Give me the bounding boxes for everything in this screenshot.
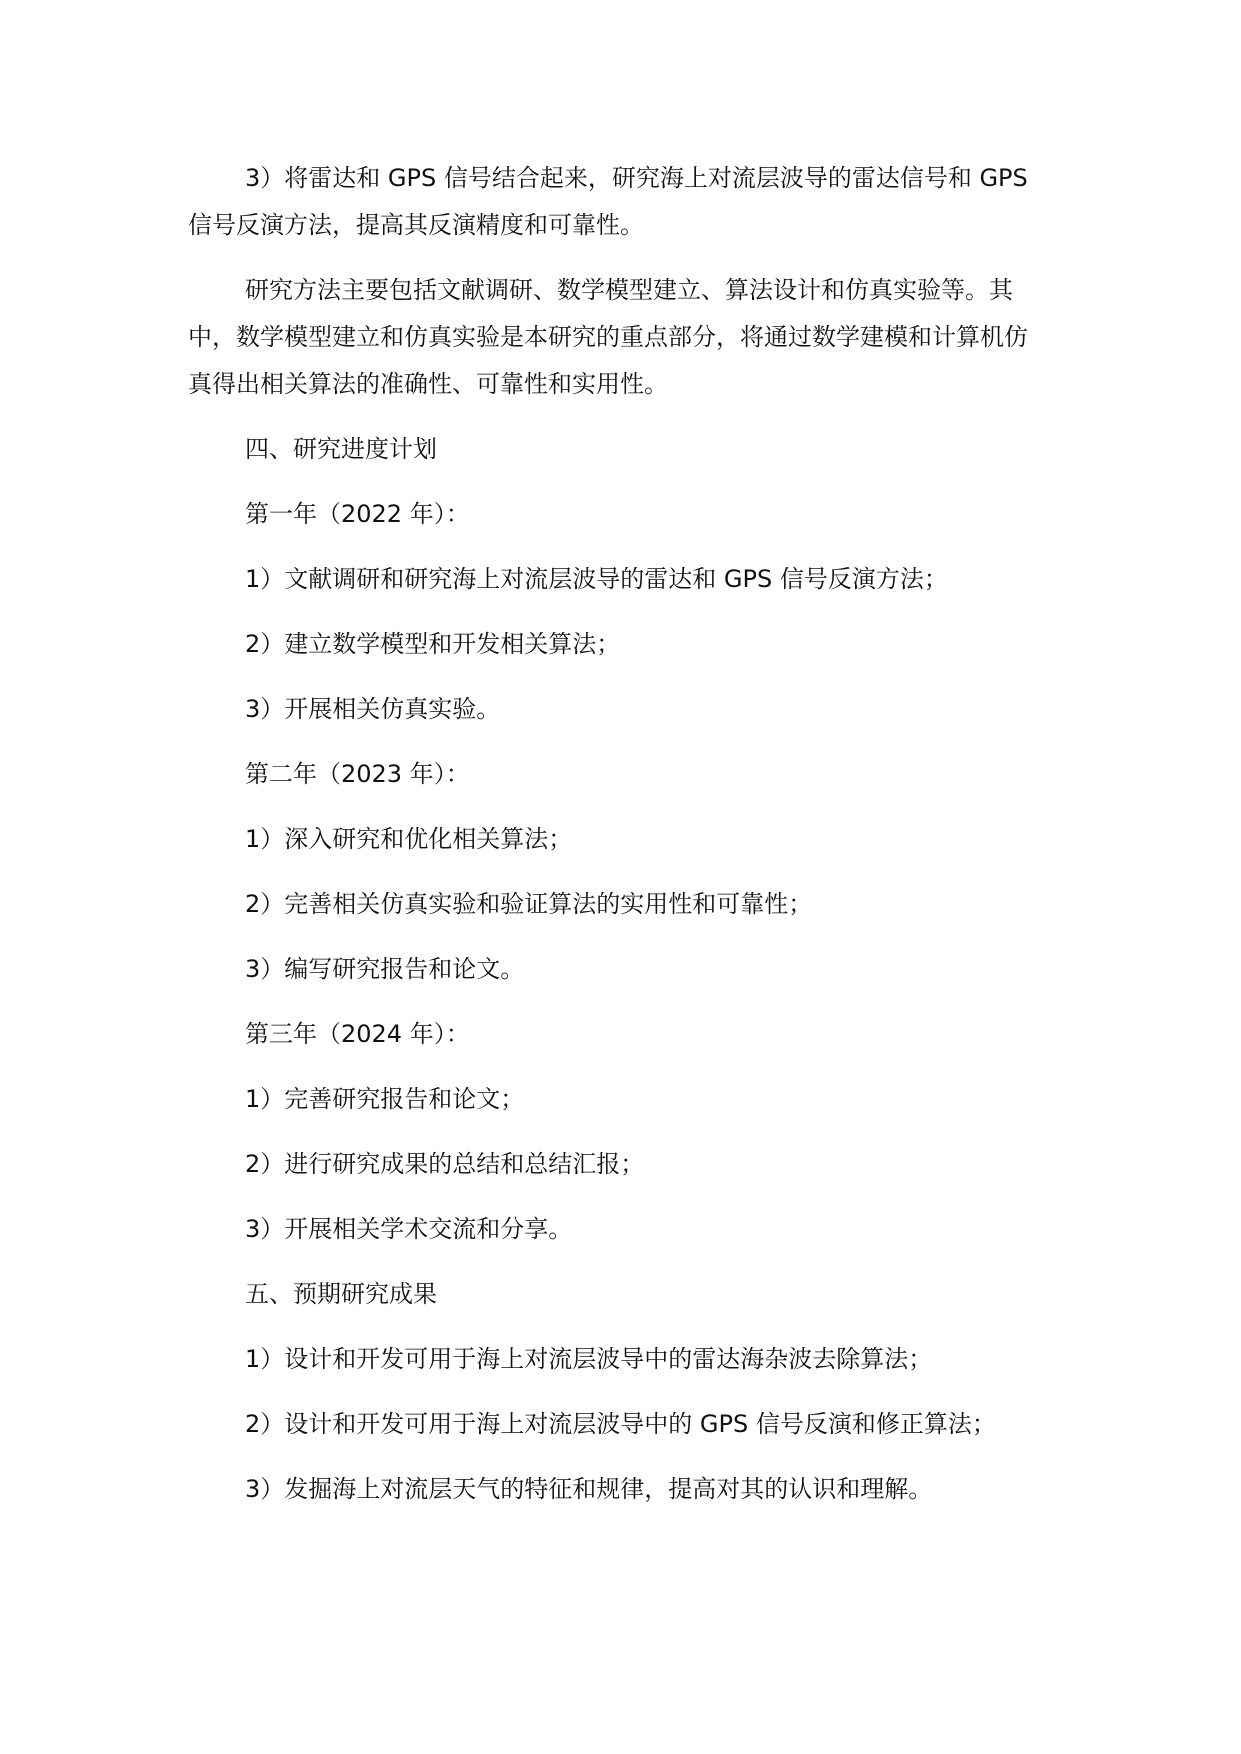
list-item: 1）完善研究报告和论文； <box>245 1085 525 1113</box>
list-item: 3）编写研究报告和论文。 <box>245 955 525 983</box>
list-item: 1）深入研究和优化相关算法； <box>245 825 573 853</box>
section-heading-schedule: 四、研究进度计划 <box>245 435 437 463</box>
list-item: 1）文献调研和研究海上对流层波导的雷达和 GPS 信号反演方法； <box>245 565 948 593</box>
document-body <box>188 155 1044 1513</box>
list-item: 3）开展相关学术交流和分享。 <box>245 1215 573 1243</box>
list-item: 3）开展相关仿真实验。 <box>245 695 501 723</box>
paragraph-objective-3: 3）将雷达和 GPS 信号结合起来，研究海上对流层波导的雷达信号和 GPS 信号反演方法，提高其反演精度和可靠性。 <box>188 164 1028 239</box>
year-heading-2: 第二年（2023 年）： <box>245 760 470 788</box>
section-heading-outcomes: 五、预期研究成果 <box>245 1280 437 1308</box>
paragraph-methods: 研究方法主要包括文献调研、数学模型建立、算法设计和仿真实验等。其中，数学模型建立和仿真实验是本研究的重点部分，将通过数学建模和计算机仿真得出相关算法的准确性、可靠性和实用性。 <box>188 276 1028 398</box>
list-item: 2）建立数学模型和开发相关算法； <box>245 630 621 658</box>
list-item: 1）设计和开发可用于海上对流层波导中的雷达海杂波去除算法； <box>245 1345 933 1373</box>
year-heading-1: 第一年（2022 年）： <box>245 500 470 528</box>
year-heading-3: 第三年（2024 年）： <box>245 1020 470 1048</box>
list-item: 2）进行研究成果的总结和总结汇报； <box>245 1150 645 1178</box>
list-item: 2）设计和开发可用于海上对流层波导中的 GPS 信号反演和修正算法； <box>245 1410 996 1438</box>
list-item: 3）发掘海上对流层天气的特征和规律，提高对其的认识和理解。 <box>245 1475 933 1503</box>
list-item: 2）完善相关仿真实验和验证算法的实用性和可靠性； <box>245 890 813 918</box>
